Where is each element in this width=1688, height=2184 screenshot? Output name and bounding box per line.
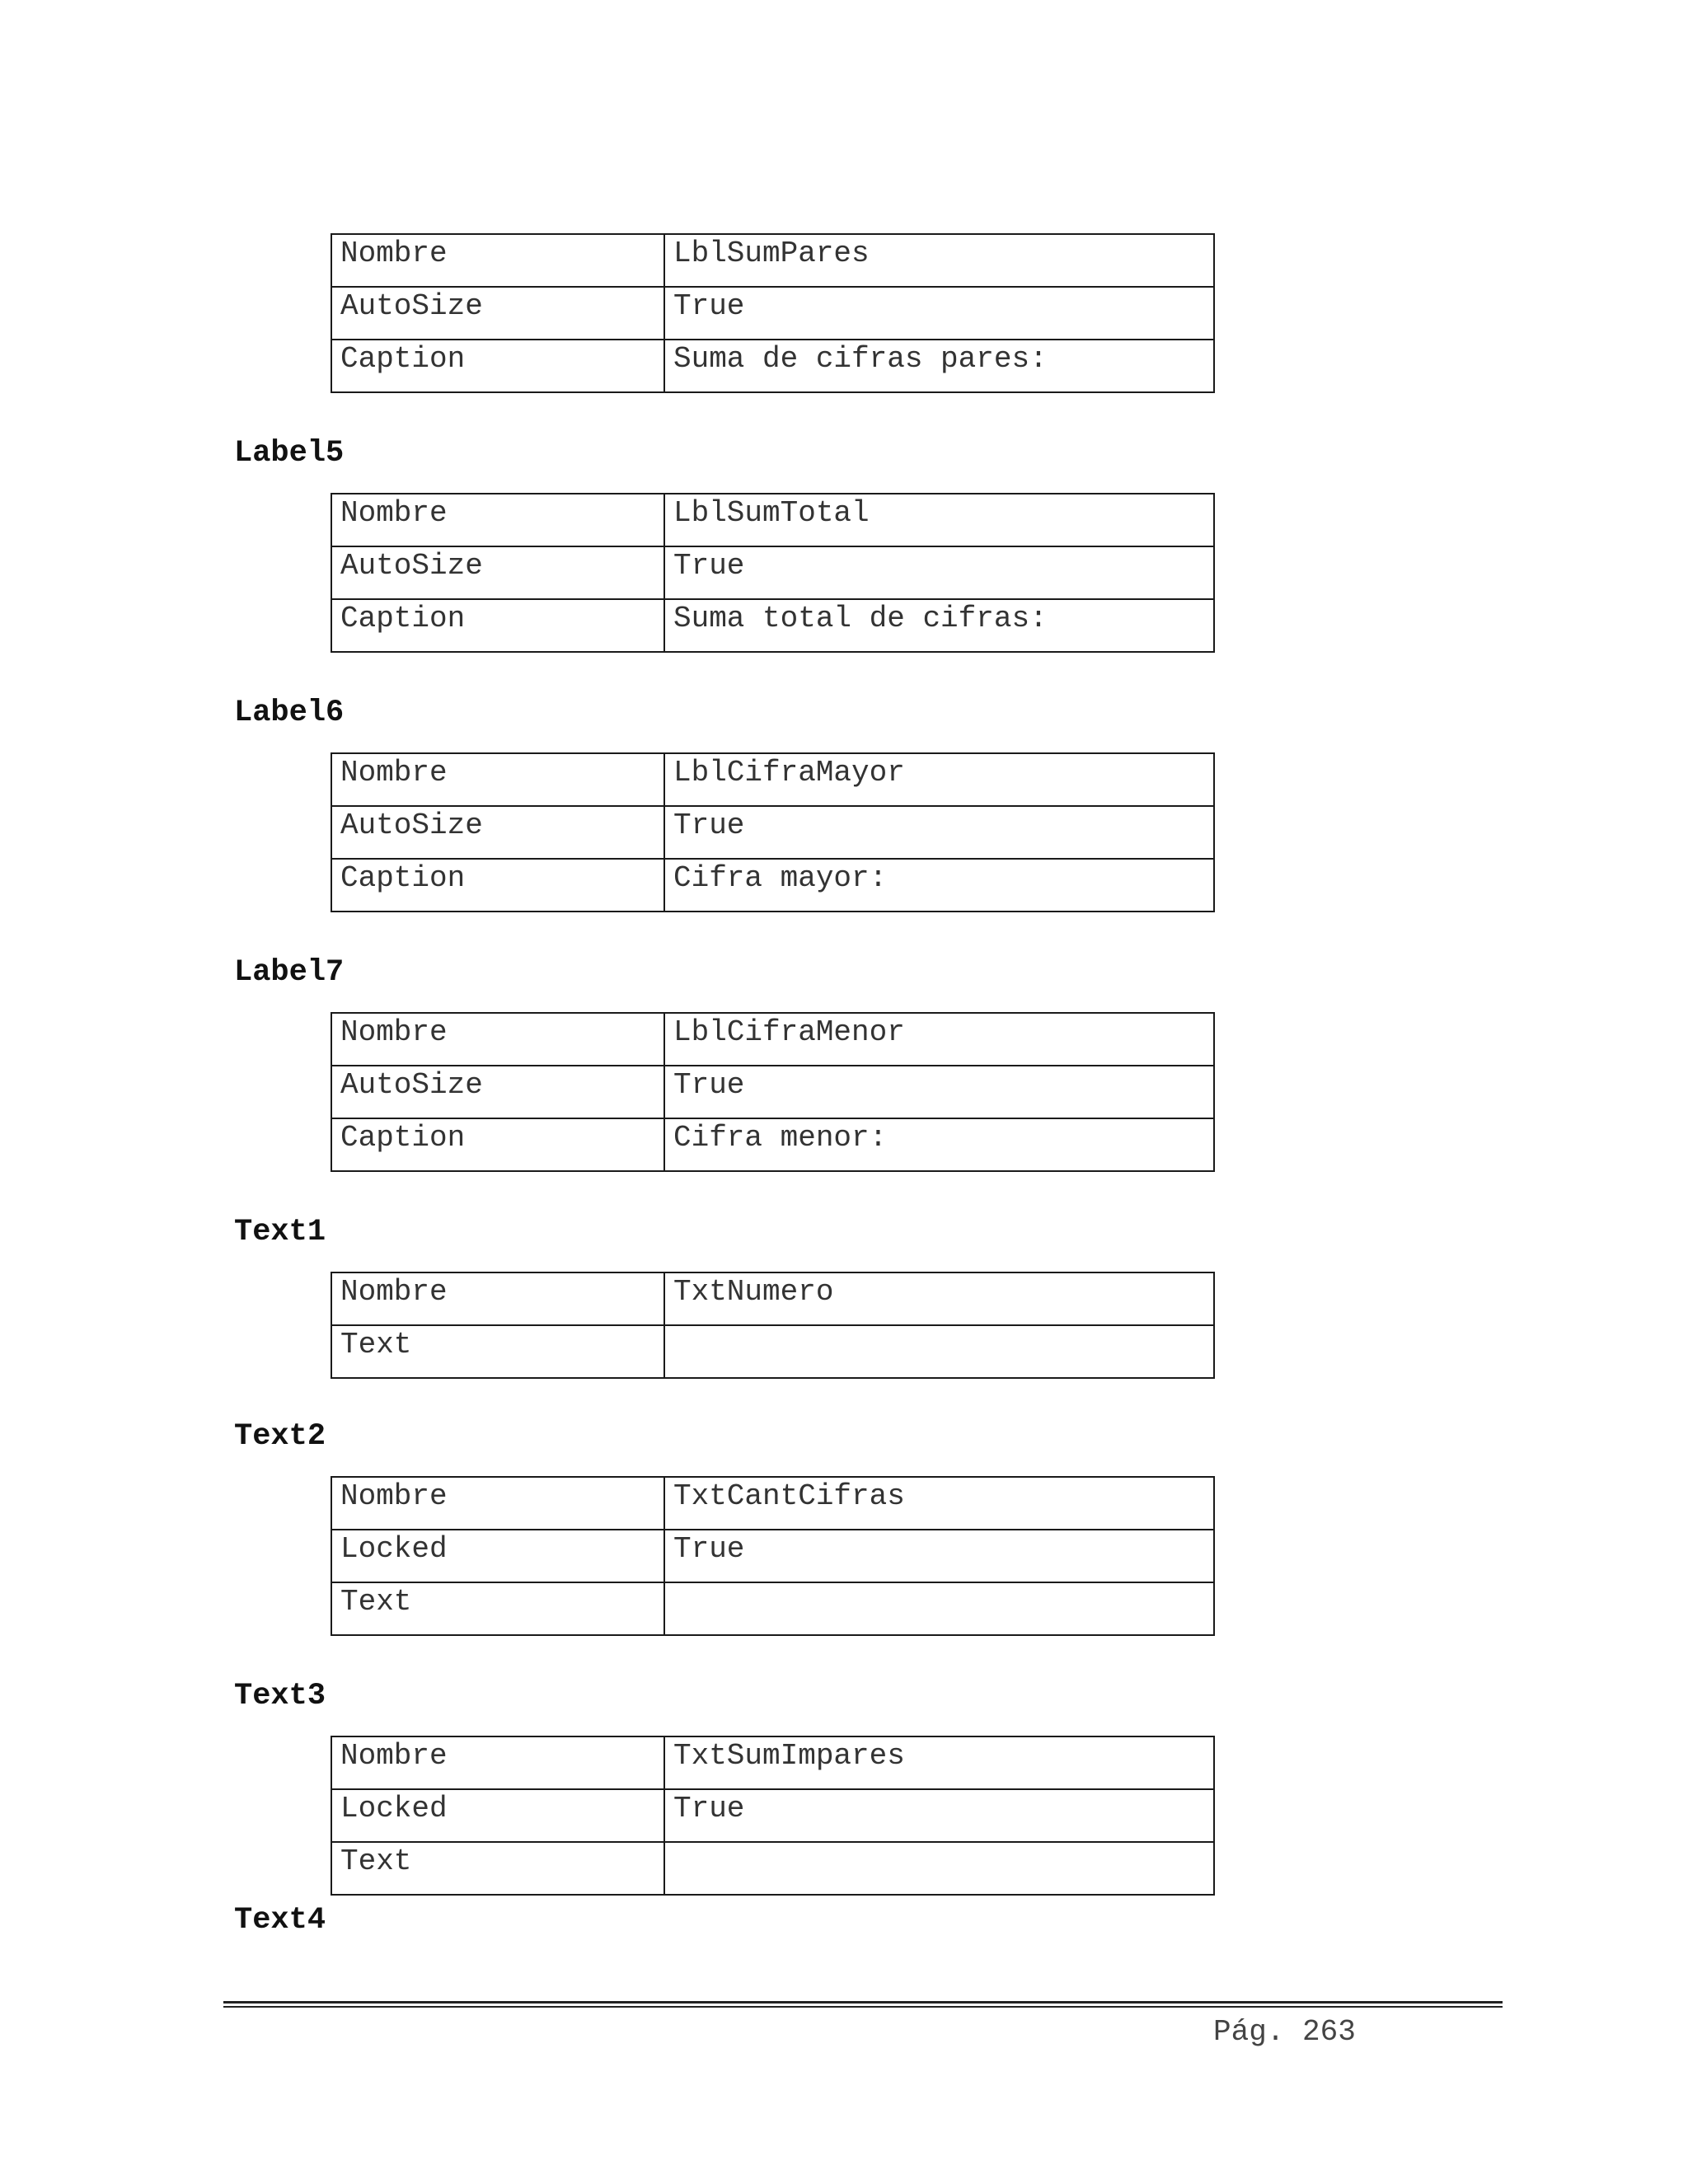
property-value: LblSumTotal <box>664 494 1214 546</box>
property-name: Text <box>331 1325 664 1378</box>
footer-divider <box>223 2001 1503 2004</box>
property-value: LblCifraMenor <box>664 1013 1214 1066</box>
property-value: True <box>664 1530 1214 1582</box>
property-name: Nombre <box>331 1477 664 1530</box>
table-row <box>331 1582 1214 1635</box>
properties-table-label5 <box>331 493 1215 653</box>
table-row <box>331 1118 1214 1171</box>
section-heading-label6: Label6 <box>234 696 345 730</box>
property-name: Nombre <box>331 753 664 806</box>
properties-table-lblsumpares <box>331 233 1215 393</box>
property-value: True <box>664 287 1214 340</box>
table-row <box>331 806 1214 859</box>
property-name: Text <box>331 1842 664 1895</box>
property-name: Nombre <box>331 1272 664 1325</box>
table-row <box>331 1272 1214 1325</box>
table-row <box>331 287 1214 340</box>
property-value: True <box>664 1066 1214 1118</box>
section-heading-text4: Text4 <box>234 1903 326 1938</box>
property-name: Caption <box>331 340 664 392</box>
table-row <box>331 1530 1214 1582</box>
property-name: Nombre <box>331 234 664 287</box>
table-row <box>331 1325 1214 1378</box>
property-value <box>664 1582 1214 1635</box>
table-row <box>331 234 1214 287</box>
table-row <box>331 753 1214 806</box>
table-row <box>331 1013 1214 1066</box>
table-row <box>331 859 1214 912</box>
table-row <box>331 546 1214 599</box>
property-value: LblSumPares <box>664 234 1214 287</box>
property-value: Suma de cifras pares: <box>664 340 1214 392</box>
property-name: Nombre <box>331 1013 664 1066</box>
property-name: Text <box>331 1582 664 1635</box>
section-heading-text3: Text3 <box>234 1679 326 1713</box>
property-value <box>664 1325 1214 1378</box>
property-name: Nombre <box>331 494 664 546</box>
property-name: AutoSize <box>331 546 664 599</box>
property-name: Caption <box>331 1118 664 1171</box>
table-row <box>331 494 1214 546</box>
table-row <box>331 1736 1214 1789</box>
table-row <box>331 1789 1214 1842</box>
property-value: Cifra menor: <box>664 1118 1214 1171</box>
property-value: Cifra mayor: <box>664 859 1214 912</box>
property-value <box>664 1842 1214 1895</box>
properties-table-label6 <box>331 752 1215 912</box>
footer-divider <box>223 2006 1503 2008</box>
property-name: AutoSize <box>331 806 664 859</box>
properties-table-label7 <box>331 1012 1215 1172</box>
table-row <box>331 1066 1214 1118</box>
property-value: TxtSumImpares <box>664 1736 1214 1789</box>
table-row <box>331 1477 1214 1530</box>
property-name: AutoSize <box>331 1066 664 1118</box>
property-name: Locked <box>331 1530 664 1582</box>
property-name: Locked <box>331 1789 664 1842</box>
property-value: True <box>664 1789 1214 1842</box>
property-value: Suma total de cifras: <box>664 599 1214 652</box>
property-value: True <box>664 546 1214 599</box>
property-name: Caption <box>331 859 664 912</box>
property-value: LblCifraMayor <box>664 753 1214 806</box>
property-name: Nombre <box>331 1736 664 1789</box>
page-number: Pág. 263 <box>1213 2015 1356 2049</box>
properties-table-text3 <box>331 1736 1215 1896</box>
section-heading-label7: Label7 <box>234 955 345 990</box>
table-row <box>331 1842 1214 1895</box>
property-name: Caption <box>331 599 664 652</box>
properties-table-text1 <box>331 1272 1215 1379</box>
table-row <box>331 599 1214 652</box>
property-name: AutoSize <box>331 287 664 340</box>
table-row <box>331 340 1214 392</box>
property-value: True <box>664 806 1214 859</box>
section-heading-text1: Text1 <box>234 1215 326 1249</box>
property-value: TxtCantCifras <box>664 1477 1214 1530</box>
properties-table-text2 <box>331 1476 1215 1636</box>
section-heading-label5: Label5 <box>234 436 345 471</box>
section-heading-text2: Text2 <box>234 1419 326 1454</box>
property-value: TxtNumero <box>664 1272 1214 1325</box>
